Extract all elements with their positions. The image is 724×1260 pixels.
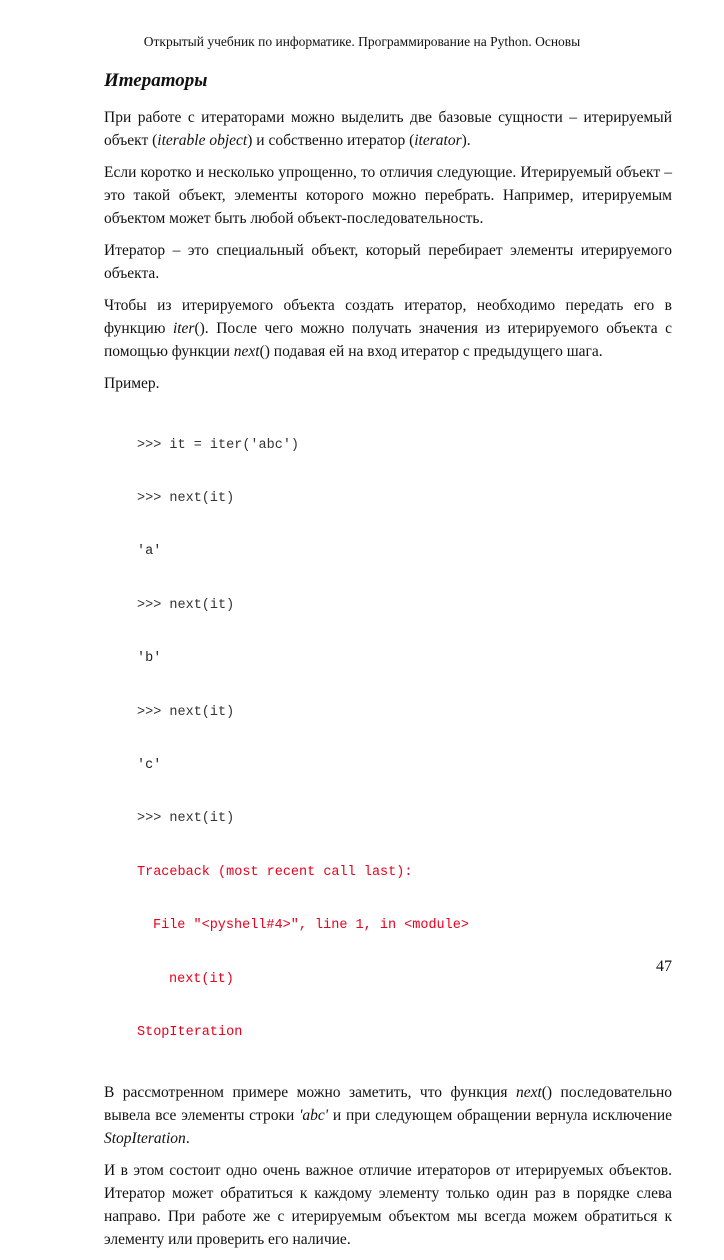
code-example [137,401,672,1077]
p1-term-iterator: iterator [414,132,462,149]
p4-text-a: Чтобы из итерируемого объекта создать итератор, необходимо передать его в функцию [104,297,672,337]
code-error-line: Traceback (most recent call last): [137,864,413,880]
p4-text-c: () подавая ей на вход итератор с предыдущего шага. [259,343,603,360]
paragraph-6 [104,1081,672,1150]
code-line: >>> next(it) [137,704,235,720]
p1-text-c: ). [461,132,471,149]
p1-text-b: ) и собственно итератор ( [247,132,415,149]
running-header: Открытый учебник по информатике. Программирование на Python. Основы [143,34,581,49]
code-line: >>> next(it) [137,490,235,506]
p6-text-a: В рассмотренном примере можно заметить, что функция [104,1084,516,1102]
code-line: >>> next(it) [137,597,235,613]
p6-text-d: . [185,1130,190,1148]
paragraph-7: И в этом состоит одно очень важное отличие итераторов от итерируемых объектов. Итератор может обратиться к каждому элементу только один раз в порядке слева направо. При работе же с итерируемым объектом мы всегда можем обратиться к элементу или проверить его наличие. [104,1162,672,1249]
code-output-line: 'a' [137,544,162,560]
code-output-line: 'b' [137,651,162,667]
paragraph-example-label: Пример. [104,375,160,392]
code-error-line: File "<pyshell#4>", line 1, in <module> [153,918,469,934]
p6-exception-name: StopIteration [104,1130,186,1148]
p6-func-next: next [515,1084,542,1102]
code-output-line: 'c' [137,757,162,773]
paragraph-3: Итератор – это специальный объект, который перебирает элементы итерируемого объекта. [104,242,672,282]
page-number: 47 [656,958,672,975]
p6-text-b: () последовательно вывела все элементы строки [104,1084,673,1125]
paragraph-4 [104,294,672,363]
p1-text-a: При работе с итераторами можно выделить две базовые сущности – итерируемый объект ( [104,109,672,149]
code-error-line: next(it) [169,971,234,987]
p1-term-iterable: iterable object [157,132,248,149]
paragraph-1 [104,106,672,152]
p4-text-b: (). После чего можно получать значения из итерируемого объекта с помощью функции [104,320,672,360]
page-body [104,68,672,1260]
p4-func-iter: iter [172,320,195,337]
code-line: >>> next(it) [137,811,235,827]
code-error-line: StopIteration [137,1024,243,1040]
p4-func-next: next [233,343,260,360]
p6-text-c: и при следующем обращении вернула исключение [328,1107,672,1125]
code-line: >>> it = iter('abc') [137,437,300,453]
section-title: Итераторы [104,70,208,91]
p6-string-abc: 'abc' [299,1107,329,1125]
paragraph-2: Если коротко и несколько упрощенно, то отличия следующие. Итерируемый объект – это такой объект, элементы которого можно перебрать. Например, итерируемым объектом может быть любой объект-последовательность. [104,164,672,227]
